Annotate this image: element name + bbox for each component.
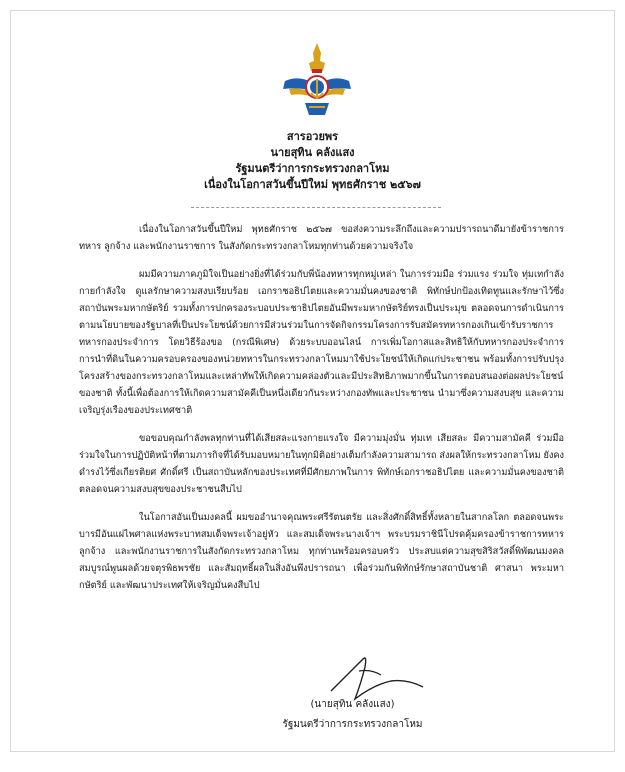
paragraph: ในโอกาสอันเป็นมงคลนี้ ผมขออำนาจคุณพระศรีรัตนตรัย และสิ่งศักดิ์สิทธิ์ทั้งหลายในสากลโลก ตลอดจนพระบารมีอันแผ่ไพศาลแห่งพระบาทสมเด็จพระเจ้าอยู่หัว และสมเด็จพระนางเจ้าฯ พระบรมราชินีโปรดคุ้มครองข้าราชการทหาร ลูกจ้าง และพนักงานราชการในสังกัดกระทรวงกลาโหม ทุกท่านพร้อมครอบครัว ประสบแต่ความสุขสิริสวัสดิ์พิพัฒนมงคล สมบูรณ์พูนผลด้วยจตุรพิธพรชัย และสัมฤทธิ์ผลในสิ่งอันพึงปรารถนา เพื่อร่วมกันพิทักษ์รักษาสถาบันชาติ ศาสนา พระมหากษัตริย์ และพัฒนาประเทศให้เจริญมั่นคงสืบไป (79, 512, 564, 591)
signatory-position: รัฐมนตรีว่าการกระทรวงกลาโหม (282, 719, 423, 730)
paragraph: ขอขอบคุณกำลังพลทุกท่านที่ได้เสียสละแรงกายแรงใจ มีความมุ่งมั่น ทุ่มเท เสียสละ มีความสามัคคี ร่วมมือ ร่วมใจในการปฏิบัติหน้าที่ตามภารกิจที่ได้รับมอบหมายในทุกมิติอย่างเต็มกำลังความสามารถ ส่งผลให้กระทรวงกลาโหม ยังคงดำรงไว้ซึ่งเกียรติยศ ศักดิ์ศรี เป็นสถาบันหลักของประเทศที่มีศักยภาพในการ พิทักษ์เอกราชอธิปไตย และความมั่นคงของชาติ ตลอดจนความสงบสุขของประชาชนสืบไป (79, 433, 564, 495)
letter-header (11, 129, 614, 193)
paragraph: ผมมีความภาคภูมิใจเป็นอย่างยิ่งที่ได้ร่วมกับพี่น้องทหารทุกหมู่เหล่า ในการร่วมมือ ร่วมแรง ร่วมใจ ทุ่มเทกำลังกายกำลังใจ ดูแลรักษาความสงบเรียบร้อย เอกราชอธิปไตยและความมั่นคงของชาติ พิทักษ์ปกป้องเทิดทูนและรักษาไว้ซึ่งสถาบันพระมหากษัตริย์ รวมทั้งการปกครองระบอบประชาธิปไตยอันมีพระมหากษัตริย์ทรงเป็นประมุข ตลอดจนการดำเนินการตามนโยบายของรัฐบาลที่เป็นประโยชน์ด้วยการมีส่วนร่วมในการจัดกิจกรรมโครงการรับสมัครทหารกองเกินเข้ารับราชการทหารกองประจำการ โดยวิธีร้องขอ (กรณีพิเศษ) ด้วยระบบออนไลน์ การเพิ่มโอกาสและสิทธิให้กับทหารกองประจำการ การนำที่ดินในความครอบครองของหน่วยทหารในกระทรวงกลาโหมมาใช้ประโยชน์ให้เกิดแก่ประชาชน พร้อมทั้งการปรับปรุงโครงสร้างของกระทรวงกลาโหมและเหล่าทัพให้เกิดความคล่องตัวและมีประสิทธิภาพมากขึ้นในการตอบสนองต่อผลประโยชน์ของชาติ ทั้งนี้เพื่อต้องการให้เกิดความสามัคคีเป็นหนึ่งเดียวกันระหว่างกองทัพและประชาชน นำมาซึ่งความสงบสุข และความเจริญรุ่งเรืองของประเทศชาติ (79, 269, 564, 416)
signature-block (11, 695, 614, 735)
letter-body (79, 221, 564, 605)
header-divider (191, 207, 441, 208)
paragraph: เนื่องในโอกาสวันขึ้นปีใหม่ พุทธศักราช ๒๕๖๗ ขอส่งความระลึกถึงและความปรารถนาดีมายังข้าราชการทหาร ลูกจ้าง และพนักงานราชการ ในสังกัดกระทรวงกลาโหมทุกท่านด้วยความจริงใจ (79, 224, 564, 252)
header-title: สารอวยพร (286, 130, 339, 143)
header-position: รัฐมนตรีว่าการกระทรวงกลาโหม (235, 162, 390, 175)
header-occasion: เนื่องในโอกาสวันขึ้นปีใหม่ พุทธศักราช ๒๕๖๗ (204, 178, 421, 191)
letter-page (10, 10, 615, 752)
signatory-name: (นายสุทิน คลังแสง) (310, 699, 395, 710)
header-name: นายสุทิน คลังแสง (270, 146, 355, 159)
ministry-emblem-icon (279, 41, 355, 121)
